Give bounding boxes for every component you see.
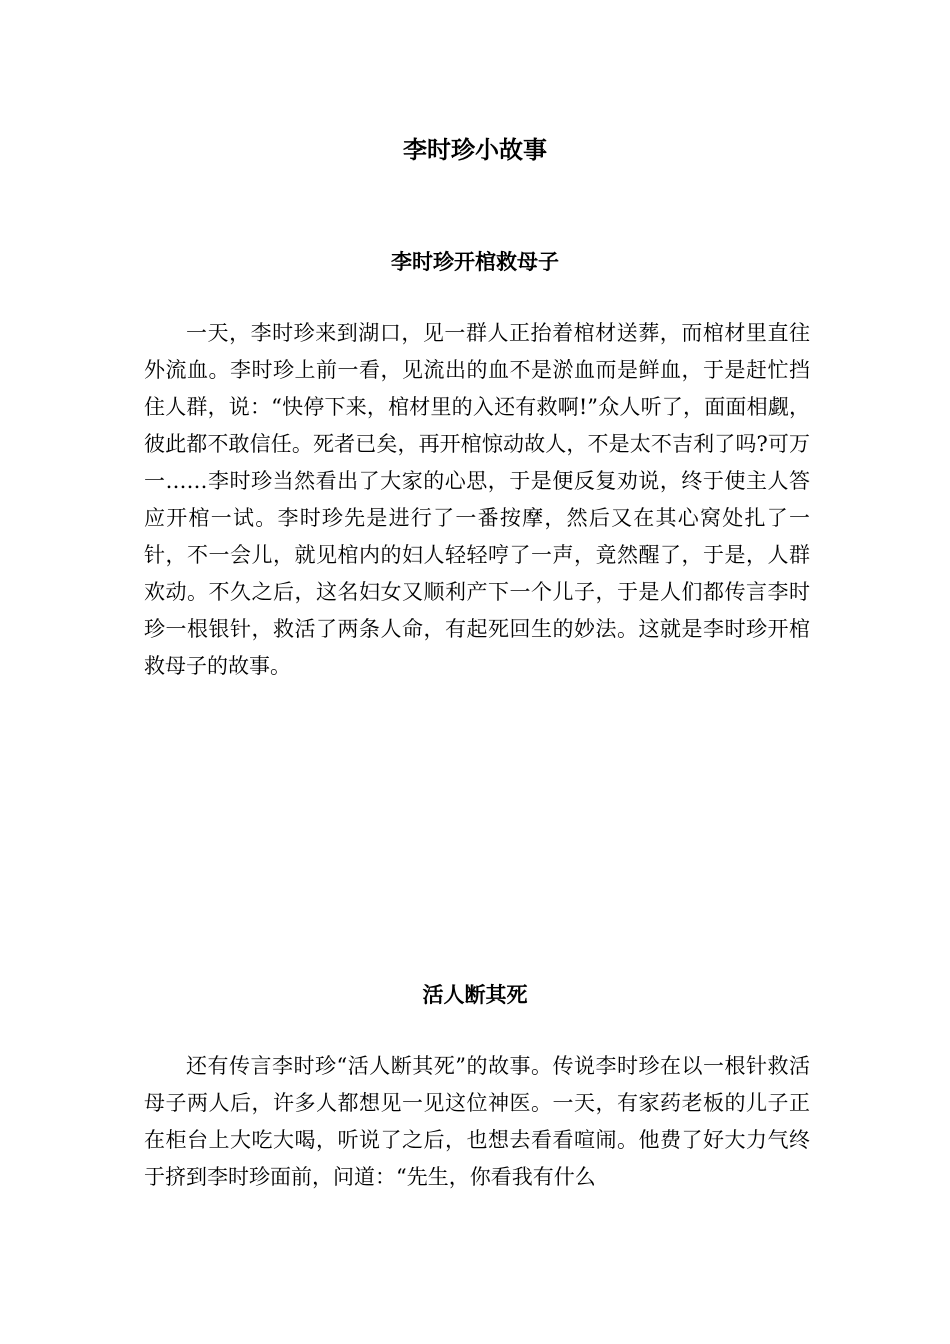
section-paragraph-2: 还有传言李时珍“活人断其死”的故事。传说李时珍在以一根针救活母子两人后，许多人都想见一见这位神医。一天，有家药老板的儿子正在柜台上大吃大喝，听说了之后，也想去看看喧闹。他费了好大力气终于挤到李时珍面前，问道：“先生，你看我有什么: [144, 1054, 810, 1189]
document-title: 李时珍小故事: [403, 135, 547, 164]
section-heading-2: 活人断其死: [422, 982, 528, 1007]
section-heading-1: 李时珍开棺救母子: [391, 249, 559, 274]
section-paragraph-1: 一天，李时珍来到湖口，见一群人正抬着棺材送葬，而棺材里直往外流血。李时珍上前一看，见流出的血不是淤血而是鲜血，于是赶忙挡住人群，说：“快停下来，棺材里的入还有救啊!”众人听了，面面相觑，彼此都不敢信任。死者已矣，再开棺惊动故人，不是太不吉利了吗?可万一……李时珍当然看出了大家的心思，于是便反复劝说，终于使主人答应开棺一试。李时珍先是进行了一番按摩，然后又在其心窝处扎了一针，不一会儿，就见棺内的妇人轻轻哼了一声，竟然醒了，于是，人群欢动。不久之后，这名妇女又顺利产下一个儿子，于是人们都传言李时珍一根银针，救活了两条人命，有起死回生的妙法。这就是李时珍开棺救母子的故事。: [144, 321, 810, 678]
